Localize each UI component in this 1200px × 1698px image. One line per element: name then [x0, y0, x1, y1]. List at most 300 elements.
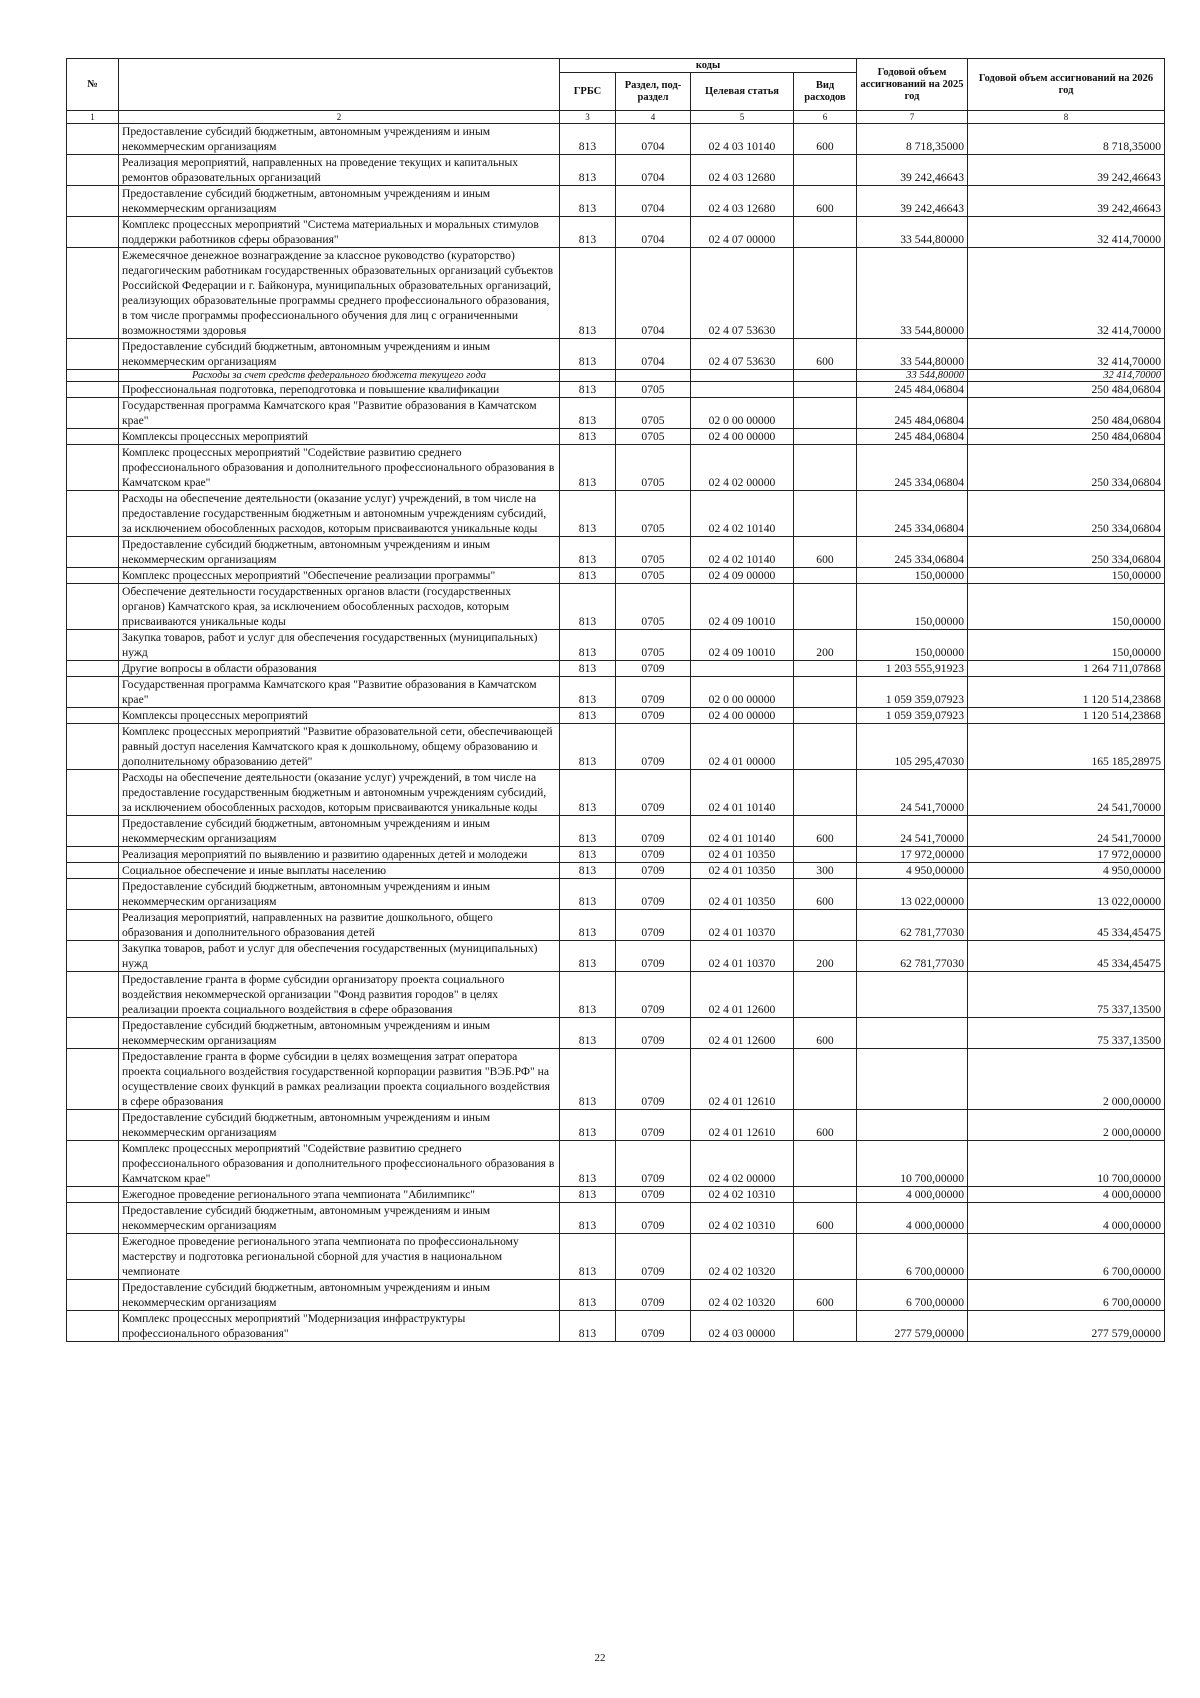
amount-2025-cell: 1 203 555,91923 — [857, 661, 968, 677]
section-cell: 0705 — [616, 584, 691, 630]
row-number-cell — [67, 584, 119, 630]
expense-type-cell: 600 — [794, 816, 857, 847]
section-cell: 0704 — [616, 248, 691, 339]
row-number-cell — [67, 217, 119, 248]
table-row — [67, 941, 1165, 972]
row-number-cell — [67, 863, 119, 879]
table-row — [67, 398, 1165, 429]
expense-name-cell: Предоставление субсидий бюджетным, автономным учреждениям и иным некоммерческим организациям — [119, 537, 560, 568]
section-cell: 0709 — [616, 1203, 691, 1234]
expense-type-cell: 200 — [794, 941, 857, 972]
table-row — [67, 537, 1165, 568]
row-number-cell — [67, 568, 119, 584]
target-article-cell: 02 4 01 12610 — [691, 1110, 794, 1141]
amount-2026-cell: 1 120 514,23868 — [968, 677, 1165, 708]
amount-2026-cell: 45 334,45475 — [968, 941, 1165, 972]
target-article-cell: 02 4 01 00000 — [691, 724, 794, 770]
column-number-row — [67, 111, 1165, 124]
expense-name-cell: Реализация мероприятий, направленных на проведение текущих и капитальных ремонтов образовательных организаций — [119, 155, 560, 186]
amount-2025-cell: 4 000,00000 — [857, 1203, 968, 1234]
grbs-cell: 813 — [560, 382, 616, 398]
expense-type-cell — [794, 847, 857, 863]
target-article-cell: 02 4 09 10010 — [691, 630, 794, 661]
grbs-cell: 813 — [560, 1141, 616, 1187]
expense-type-cell — [794, 568, 857, 584]
amount-2026-cell: 277 579,00000 — [968, 1311, 1165, 1342]
expense-type-cell — [794, 429, 857, 445]
amount-2025-cell — [857, 1018, 968, 1049]
table-row — [67, 630, 1165, 661]
amount-2026-cell: 45 334,45475 — [968, 910, 1165, 941]
table-body — [67, 124, 1165, 1342]
expense-type-cell: 600 — [794, 124, 857, 155]
expense-name-cell: Предоставление субсидий бюджетным, автономным учреждениям и иным некоммерческим организациям — [119, 1203, 560, 1234]
grbs-cell: 813 — [560, 537, 616, 568]
table-row — [67, 1311, 1165, 1342]
target-article-cell — [691, 370, 794, 382]
col-number: 2 — [119, 111, 560, 124]
row-number-cell — [67, 537, 119, 568]
col-number: 7 — [857, 111, 968, 124]
table-row — [67, 879, 1165, 910]
table-row — [67, 155, 1165, 186]
table-row — [67, 1049, 1165, 1110]
target-article-cell: 02 4 09 00000 — [691, 568, 794, 584]
expense-name-cell: Реализация мероприятий, направленных на развитие дошкольного, общего образования и дополнительного образования детей — [119, 910, 560, 941]
target-article-cell: 02 4 01 12600 — [691, 972, 794, 1018]
section-cell: 0705 — [616, 537, 691, 568]
amount-2026-cell: 250 334,06804 — [968, 491, 1165, 537]
row-number-cell — [67, 1187, 119, 1203]
target-article-cell: 02 4 03 12680 — [691, 186, 794, 217]
target-article-cell: 02 4 02 10140 — [691, 537, 794, 568]
target-article-cell: 02 4 07 00000 — [691, 217, 794, 248]
row-number-cell — [67, 445, 119, 491]
grbs-cell: 813 — [560, 910, 616, 941]
amount-2025-cell: 150,00000 — [857, 630, 968, 661]
target-article-cell: 02 4 07 53630 — [691, 339, 794, 370]
target-article-cell — [691, 382, 794, 398]
target-article-cell: 02 4 02 10310 — [691, 1187, 794, 1203]
row-number-cell — [67, 879, 119, 910]
amount-2026-cell: 2 000,00000 — [968, 1049, 1165, 1110]
row-number-cell — [67, 1311, 119, 1342]
grbs-cell: 813 — [560, 1110, 616, 1141]
expense-type-cell — [794, 445, 857, 491]
col-number: 8 — [968, 111, 1165, 124]
section-cell: 0704 — [616, 155, 691, 186]
table-row — [67, 1203, 1165, 1234]
amount-2025-cell: 6 700,00000 — [857, 1234, 968, 1280]
expense-name-cell: Расходы за счет средств федерального бюджета текущего года — [119, 370, 560, 382]
section-cell: 0705 — [616, 429, 691, 445]
table-row — [67, 847, 1165, 863]
table-row — [67, 1280, 1165, 1311]
amount-2025-cell: 245 334,06804 — [857, 491, 968, 537]
grbs-cell: 813 — [560, 708, 616, 724]
table-row — [67, 708, 1165, 724]
grbs-cell: 813 — [560, 677, 616, 708]
row-number-cell — [67, 941, 119, 972]
expense-type-cell — [794, 382, 857, 398]
expense-type-cell — [794, 770, 857, 816]
grbs-cell: 813 — [560, 398, 616, 429]
expense-type-cell — [794, 1049, 857, 1110]
amount-2026-cell: 32 414,70000 — [968, 339, 1165, 370]
section-cell: 0709 — [616, 863, 691, 879]
expense-name-cell: Закупка товаров, работ и услуг для обеспечения государственных (муниципальных) нужд — [119, 630, 560, 661]
amount-2026-cell: 250 484,06804 — [968, 398, 1165, 429]
table-row — [67, 445, 1165, 491]
table-row — [67, 339, 1165, 370]
amount-2026-cell: 4 000,00000 — [968, 1203, 1165, 1234]
row-number-cell — [67, 1280, 119, 1311]
grbs-cell: 813 — [560, 568, 616, 584]
target-article-cell: 02 4 02 10320 — [691, 1234, 794, 1280]
grbs-cell: 813 — [560, 1234, 616, 1280]
section-cell: 0709 — [616, 770, 691, 816]
grbs-cell: 813 — [560, 972, 616, 1018]
amount-2026-cell: 1 120 514,23868 — [968, 708, 1165, 724]
col-number: 4 — [616, 111, 691, 124]
row-number-cell — [67, 661, 119, 677]
expense-name-cell: Профессиональная подготовка, переподготовка и повышение квалификации — [119, 382, 560, 398]
section-cell: 0709 — [616, 941, 691, 972]
amount-2025-cell: 33 544,80000 — [857, 248, 968, 339]
expense-type-cell — [794, 677, 857, 708]
target-article-cell: 02 4 07 53630 — [691, 248, 794, 339]
target-article-cell: 02 0 00 00000 — [691, 677, 794, 708]
row-number-cell — [67, 708, 119, 724]
expense-type-cell — [794, 661, 857, 677]
amount-2025-cell: 13 022,00000 — [857, 879, 968, 910]
row-number-cell — [67, 491, 119, 537]
amount-2025-cell: 6 700,00000 — [857, 1280, 968, 1311]
table-row — [67, 816, 1165, 847]
section-cell: 0709 — [616, 847, 691, 863]
expense-type-cell — [794, 708, 857, 724]
grbs-cell: 813 — [560, 186, 616, 217]
amount-2026-cell: 32 414,70000 — [968, 248, 1165, 339]
target-article-cell: 02 4 02 10320 — [691, 1280, 794, 1311]
expense-name-cell: Комплекс процессных мероприятий "Содействие развитию среднего профессионального образования и дополнительного профессионального образования в Камчатском крае" — [119, 1141, 560, 1187]
amount-2025-cell: 277 579,00000 — [857, 1311, 968, 1342]
grbs-cell: 813 — [560, 429, 616, 445]
page-number: 22 — [594, 1652, 606, 1664]
header-codes: коды — [560, 59, 857, 73]
expense-name-cell: Обеспечение деятельности государственных органов власти (государственных органов) Камчатского края, за исключением обособленных расходов, которым присваиваются уникальные коды — [119, 584, 560, 630]
amount-2026-cell: 250 334,06804 — [968, 445, 1165, 491]
row-number-cell — [67, 1203, 119, 1234]
row-number-cell — [67, 155, 119, 186]
amount-2026-cell: 250 484,06804 — [968, 382, 1165, 398]
amount-2025-cell: 1 059 359,07923 — [857, 677, 968, 708]
grbs-cell: 813 — [560, 217, 616, 248]
section-cell: 0705 — [616, 445, 691, 491]
target-article-cell: 02 4 01 10140 — [691, 816, 794, 847]
amount-2026-cell: 32 414,70000 — [968, 217, 1165, 248]
row-number-cell — [67, 630, 119, 661]
header-2025: Годовой объем ассигнований на 2025 год — [857, 59, 968, 111]
expense-name-cell: Комплексы процессных мероприятий — [119, 429, 560, 445]
expense-name-cell: Закупка товаров, работ и услуг для обеспечения государственных (муниципальных) нужд — [119, 941, 560, 972]
row-number-cell — [67, 1234, 119, 1280]
expense-type-cell: 600 — [794, 1110, 857, 1141]
grbs-cell — [560, 370, 616, 382]
grbs-cell: 813 — [560, 445, 616, 491]
table-row — [67, 1234, 1165, 1280]
row-number-cell — [67, 972, 119, 1018]
table-row — [67, 382, 1165, 398]
expense-name-cell: Ежегодное проведение регионального этапа чемпионата "Абилимпикс" — [119, 1187, 560, 1203]
expense-type-cell — [794, 217, 857, 248]
target-article-cell: 02 4 01 10140 — [691, 770, 794, 816]
amount-2025-cell — [857, 1110, 968, 1141]
expense-name-cell: Предоставление субсидий бюджетным, автономным учреждениям и иным некоммерческим организациям — [119, 1280, 560, 1311]
target-article-cell: 02 4 02 10140 — [691, 491, 794, 537]
expense-type-cell — [794, 584, 857, 630]
table-row — [67, 124, 1165, 155]
section-cell: 0709 — [616, 677, 691, 708]
amount-2026-cell: 39 242,46643 — [968, 155, 1165, 186]
amount-2025-cell: 10 700,00000 — [857, 1141, 968, 1187]
amount-2026-cell: 39 242,46643 — [968, 186, 1165, 217]
target-article-cell: 02 4 03 00000 — [691, 1311, 794, 1342]
target-article-cell: 02 4 02 10310 — [691, 1203, 794, 1234]
expense-type-cell: 600 — [794, 186, 857, 217]
header-target: Целевая статья — [691, 73, 794, 111]
grbs-cell: 813 — [560, 879, 616, 910]
grbs-cell: 813 — [560, 661, 616, 677]
grbs-cell: 813 — [560, 1280, 616, 1311]
table-row — [67, 186, 1165, 217]
table-row — [67, 863, 1165, 879]
section-cell: 0705 — [616, 568, 691, 584]
expense-type-cell — [794, 910, 857, 941]
target-article-cell: 02 4 03 12680 — [691, 155, 794, 186]
amount-2025-cell: 4 950,00000 — [857, 863, 968, 879]
expense-type-cell: 200 — [794, 630, 857, 661]
table-row — [67, 1187, 1165, 1203]
expense-name-cell: Предоставление субсидий бюджетным, автономным учреждениям и иным некоммерческим организациям — [119, 186, 560, 217]
amount-2025-cell: 150,00000 — [857, 584, 968, 630]
section-cell: 0704 — [616, 339, 691, 370]
col-number: 6 — [794, 111, 857, 124]
amount-2025-cell: 39 242,46643 — [857, 155, 968, 186]
col-number: 3 — [560, 111, 616, 124]
amount-2026-cell: 1 264 711,07868 — [968, 661, 1165, 677]
header-grbs: ГРБС — [560, 73, 616, 111]
budget-table — [66, 58, 1165, 1342]
amount-2025-cell: 33 544,80000 — [857, 370, 968, 382]
row-number-cell — [67, 1018, 119, 1049]
amount-2026-cell: 250 484,06804 — [968, 429, 1165, 445]
expense-name-cell: Расходы на обеспечение деятельности (оказание услуг) учреждений, в том числе на предоставление государственным бюджетным и автономным учреждениям субсидий, за исключением обособленных расходов, которым присваиваются уникальные коды — [119, 770, 560, 816]
expense-type-cell: 600 — [794, 1018, 857, 1049]
row-number-cell — [67, 816, 119, 847]
expense-type-cell: 600 — [794, 1203, 857, 1234]
expense-name-cell: Ежегодное проведение регионального этапа чемпионата по профессиональному мастерству и подготовка региональной сборной для участия в национальном чемпионате — [119, 1234, 560, 1280]
amount-2026-cell: 10 700,00000 — [968, 1141, 1165, 1187]
target-article-cell: 02 4 01 10350 — [691, 879, 794, 910]
amount-2025-cell: 17 972,00000 — [857, 847, 968, 863]
grbs-cell: 813 — [560, 155, 616, 186]
expense-name-cell: Предоставление субсидий бюджетным, автономным учреждениям и иным некоммерческим организациям — [119, 816, 560, 847]
table-row — [67, 972, 1165, 1018]
amount-2026-cell: 75 337,13500 — [968, 972, 1165, 1018]
amount-2026-cell: 4 000,00000 — [968, 1187, 1165, 1203]
amount-2025-cell: 62 781,77030 — [857, 910, 968, 941]
amount-2026-cell: 24 541,70000 — [968, 816, 1165, 847]
section-cell: 0709 — [616, 1234, 691, 1280]
row-number-cell — [67, 1141, 119, 1187]
expense-name-cell: Предоставление гранта в форме субсидии в целях возмещения затрат оператора проекта социального воздействия государственной корпорации развития "ВЭБ.РФ" на осуществление своих функций в рамках реализации проекта социального воздействия в сфере образования — [119, 1049, 560, 1110]
expense-type-cell — [794, 1187, 857, 1203]
grbs-cell: 813 — [560, 1049, 616, 1110]
grbs-cell: 813 — [560, 248, 616, 339]
section-cell: 0709 — [616, 1110, 691, 1141]
amount-2026-cell: 32 414,70000 — [968, 370, 1165, 382]
expense-name-cell: Комплекс процессных мероприятий "Развитие образовательной сети, обеспечивающей равный доступ населения Камчатского края к дошкольному, общему образованию и дополнительному образованию детей" — [119, 724, 560, 770]
expense-name-cell: Комплекс процессных мероприятий "Обеспечение реализации программы" — [119, 568, 560, 584]
amount-2025-cell: 4 000,00000 — [857, 1187, 968, 1203]
section-cell: 0709 — [616, 1141, 691, 1187]
section-cell: 0705 — [616, 491, 691, 537]
expense-type-cell — [794, 398, 857, 429]
expense-type-cell — [794, 972, 857, 1018]
amount-2026-cell: 17 972,00000 — [968, 847, 1165, 863]
target-article-cell: 02 4 01 10370 — [691, 910, 794, 941]
section-cell: 0709 — [616, 1018, 691, 1049]
amount-2026-cell: 150,00000 — [968, 630, 1165, 661]
expense-name-cell: Комплекс процессных мероприятий "Содействие развитию среднего профессионального образования и дополнительного профессионального образования в Камчатском крае" — [119, 445, 560, 491]
table-row — [67, 217, 1165, 248]
expense-type-cell: 600 — [794, 1280, 857, 1311]
target-article-cell: 02 4 01 12610 — [691, 1049, 794, 1110]
grbs-cell: 813 — [560, 941, 616, 972]
header-number: № — [67, 59, 119, 111]
row-number-cell — [67, 339, 119, 370]
section-cell: 0709 — [616, 1049, 691, 1110]
target-article-cell: 02 4 01 10370 — [691, 941, 794, 972]
amount-2025-cell: 62 781,77030 — [857, 941, 968, 972]
section-cell: 0709 — [616, 708, 691, 724]
table-row — [67, 248, 1165, 339]
grbs-cell: 813 — [560, 630, 616, 661]
expense-name-cell: Предоставление субсидий бюджетным, автономным учреждениям и иным некоммерческим организациям — [119, 879, 560, 910]
col-number: 1 — [67, 111, 119, 124]
expense-type-cell: 600 — [794, 339, 857, 370]
amount-2025-cell: 150,00000 — [857, 568, 968, 584]
amount-2026-cell: 2 000,00000 — [968, 1110, 1165, 1141]
row-number-cell — [67, 124, 119, 155]
section-cell: 0709 — [616, 972, 691, 1018]
header-name — [119, 59, 560, 111]
target-article-cell: 02 4 03 10140 — [691, 124, 794, 155]
expense-type-cell: 600 — [794, 879, 857, 910]
target-article-cell — [691, 661, 794, 677]
expense-name-cell: Предоставление субсидий бюджетным, автономным учреждениям и иным некоммерческим организациям — [119, 339, 560, 370]
row-number-cell — [67, 724, 119, 770]
section-cell: 0709 — [616, 724, 691, 770]
target-article-cell: 02 4 09 10010 — [691, 584, 794, 630]
expense-type-cell — [794, 491, 857, 537]
expense-type-cell — [794, 155, 857, 186]
amount-2025-cell: 245 334,06804 — [857, 445, 968, 491]
grbs-cell: 813 — [560, 1018, 616, 1049]
grbs-cell: 813 — [560, 770, 616, 816]
expense-type-cell — [794, 1141, 857, 1187]
table-row — [67, 429, 1165, 445]
amount-2026-cell: 150,00000 — [968, 568, 1165, 584]
amount-2026-cell: 150,00000 — [968, 584, 1165, 630]
section-cell: 0709 — [616, 661, 691, 677]
expense-type-cell: 300 — [794, 863, 857, 879]
target-article-cell: 02 4 02 00000 — [691, 445, 794, 491]
expense-name-cell: Государственная программа Камчатского края "Развитие образования в Камчатском крае" — [119, 677, 560, 708]
target-article-cell: 02 4 02 00000 — [691, 1141, 794, 1187]
row-number-cell — [67, 382, 119, 398]
amount-2026-cell: 75 337,13500 — [968, 1018, 1165, 1049]
amount-2025-cell: 8 718,35000 — [857, 124, 968, 155]
amount-2026-cell: 250 334,06804 — [968, 537, 1165, 568]
section-cell: 0705 — [616, 398, 691, 429]
grbs-cell: 813 — [560, 1187, 616, 1203]
table-row — [67, 1110, 1165, 1141]
row-number-cell — [67, 429, 119, 445]
amount-2026-cell: 24 541,70000 — [968, 770, 1165, 816]
section-cell: 0709 — [616, 910, 691, 941]
amount-2025-cell: 105 295,47030 — [857, 724, 968, 770]
grbs-cell: 813 — [560, 339, 616, 370]
expense-type-cell: 600 — [794, 537, 857, 568]
target-article-cell: 02 4 00 00000 — [691, 429, 794, 445]
row-number-cell — [67, 186, 119, 217]
header-2026: Годовой объем ассигнований на 2026 год — [968, 59, 1165, 111]
target-article-cell: 02 4 01 10350 — [691, 863, 794, 879]
section-cell: 0709 — [616, 1280, 691, 1311]
section-cell: 0704 — [616, 217, 691, 248]
section-cell: 0709 — [616, 816, 691, 847]
grbs-cell: 813 — [560, 816, 616, 847]
amount-2026-cell: 165 185,28975 — [968, 724, 1165, 770]
amount-2025-cell: 1 059 359,07923 — [857, 708, 968, 724]
expense-type-cell — [794, 1234, 857, 1280]
row-number-cell — [67, 398, 119, 429]
expense-name-cell: Комплекс процессных мероприятий "Модернизация инфраструктуры профессионального образования" — [119, 1311, 560, 1342]
expense-name-cell: Государственная программа Камчатского края "Развитие образования в Камчатском крае" — [119, 398, 560, 429]
row-number-cell — [67, 1110, 119, 1141]
section-cell: 0709 — [616, 1311, 691, 1342]
row-number-cell — [67, 248, 119, 339]
row-number-cell — [67, 770, 119, 816]
section-cell: 0709 — [616, 879, 691, 910]
target-article-cell: 02 4 01 10350 — [691, 847, 794, 863]
table-row — [67, 1141, 1165, 1187]
amount-2025-cell: 245 484,06804 — [857, 429, 968, 445]
grbs-cell: 813 — [560, 124, 616, 155]
table-row — [67, 770, 1165, 816]
grbs-cell: 813 — [560, 584, 616, 630]
expense-name-cell: Предоставление субсидий бюджетным, автономным учреждениям и иным некоммерческим организациям — [119, 1018, 560, 1049]
table-row — [67, 677, 1165, 708]
amount-2026-cell: 8 718,35000 — [968, 124, 1165, 155]
table-row — [67, 568, 1165, 584]
header-section: Раздел, под-раздел — [616, 73, 691, 111]
amount-2025-cell: 33 544,80000 — [857, 217, 968, 248]
amount-2025-cell — [857, 1049, 968, 1110]
expense-type-cell — [794, 248, 857, 339]
